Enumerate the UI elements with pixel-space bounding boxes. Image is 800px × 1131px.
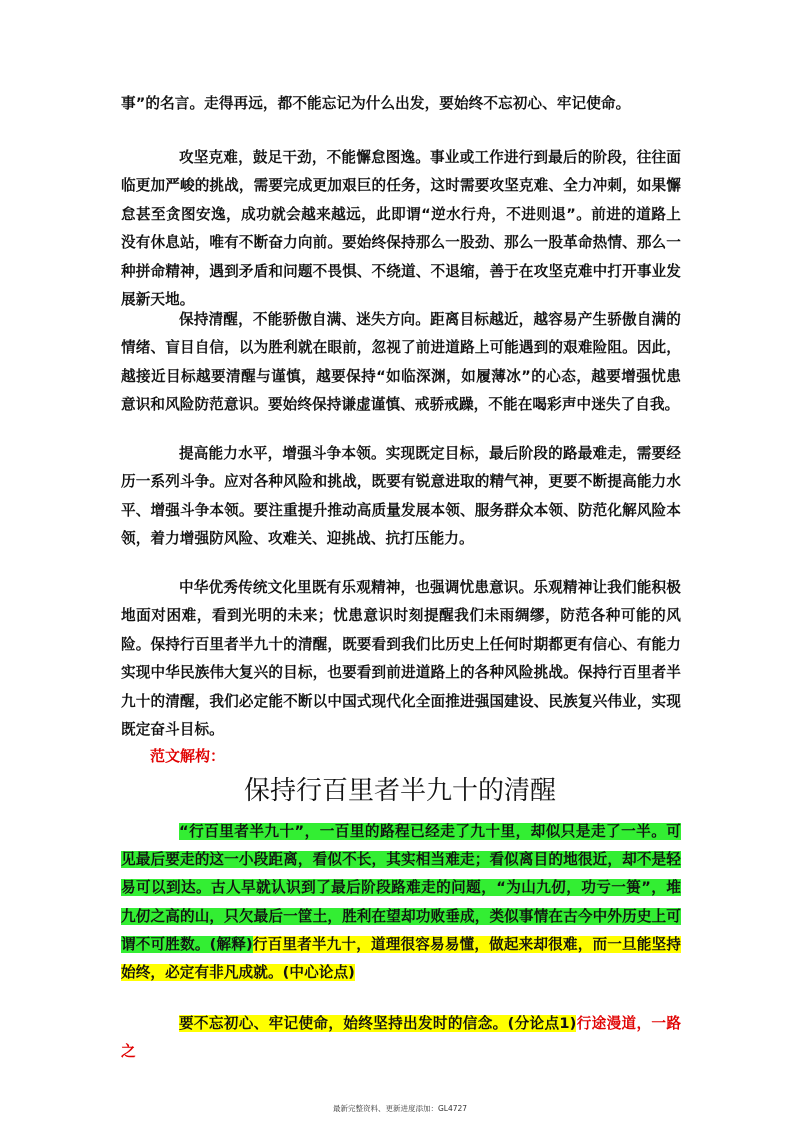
essay-title: 保持行百里者半九十的清醒 (243, 776, 556, 806)
subpoint-continuation: 行途漫道，一路之 (121, 1015, 682, 1061)
explanation-highlight: “行百里者半九十”，一百里的路程已经走了九十里，却似只是走了一半。可见最后要走的这一小段距离，看似不长，其实相当难走；看似离目的地很近，却不是轻易可以到达。古人早就认识到了最后阶段路难走的问题，“为山九仞，功亏一篑”，堆九仞之高的山，只欠最后一筐土，胜利在望却功败垂成，类似事情在古今中外历史上可谓不可胜数。(解释) (121, 823, 681, 953)
analysis-paragraph (121, 818, 681, 987)
page-footer: 最新完整资料、更新进度添加：GL4727 (332, 1104, 468, 1113)
subpoint-highlight: 要不忘初心、牢记使命，始终坚持出发时的信念。(分论点1) (179, 1015, 577, 1032)
thesis-highlight: 行百里者半九十，道理很容易易懂，做起来却很难，而一旦能坚持始终，必定有非凡成就。(中心论点) (121, 935, 681, 982)
paragraph-5: 中华优秀传统文化里既有乐观精神，也强调忧患意识。乐观精神让我们能积极地面对困难，看到光明的未来；忧患意识时刻提醒我们未雨绸缪，防范各种可能的风险。保持行百里者半九十的清醒，既要看到我们比历史上任何时期都更有信心、有能力实现中华民族伟大复兴的目标，也要看到前进道路上的各种风险挑战。保持行百里者半九十的清醒，我们必定能不断以中国式现代化全面推进强国建设、民族复兴伟业，实现既定奋斗目标。 (121, 579, 681, 739)
section-label: 范文解构： (150, 747, 226, 765)
paragraph-4: 提高能力水平，增强斗争本领。实现既定目标，最后阶段的路最难走，需要经历一系列斗争。应对各种风险和挑战，既要有锐意进取的精气神，更要不断提高能力水平、增强斗争本领。要注重提升推动高质量发展本领、服务群众本领、防范化解风险本领，着力增强防风险、攻难关、迎挑战、抗打压能力。 (121, 445, 681, 548)
paragraph-2: 攻坚克难，鼓足干劲，不能懈怠图逸。事业或工作进行到最后的阶段，往往面临更加严峻的挑战，需要完成更加艰巨的任务，这时需要攻坚克难、全力冲刺，如果懈怠甚至贪图安逸，成功就会越来越远，此即谓“逆水行舟，不进则退”。前进的道路上没有休息站，唯有不断奋力向前。要始终保持那么一股劲、那么一股革命热情、那么一种拼命精神，遇到矛盾和问题不畏惧、不绕道、不退缩，善于在攻坚克难中打开事业发展新天地。 (121, 149, 681, 309)
paragraph-1: 事”的名言。走得再远，都不能忘记为什么出发，要始终不忘初心、牢记使命。 (121, 95, 631, 112)
paragraph-3: 保持清醒，不能骄傲自满、迷失方向。距离目标越近，越容易产生骄傲自满的情绪、盲目自信，以为胜利就在眼前，忽视了前进道路上可能遇到的艰难险阻。因此，越接近目标越要清醒与谨慎，越要保持“如临深渊，如履薄冰”的心态，越要增强忧患意识和风险防范意识。要始终保持谦虚谨慎、戒骄戒躁，不能在喝彩声中迷失了自我。 (121, 311, 681, 414)
subpoint-paragraph (121, 1010, 681, 1067)
